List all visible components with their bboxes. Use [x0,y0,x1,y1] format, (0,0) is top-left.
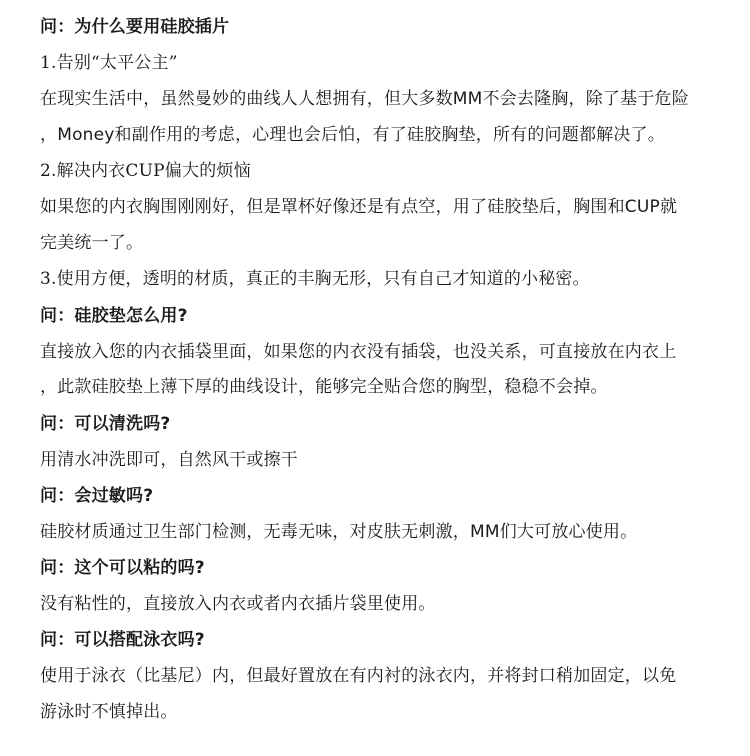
answer-line: 在现实生活中，虽然曼妙的曲线人人想拥有，但大多数MM不会去隆胸，除了基于危险 [40,89,689,109]
answer-line: 2.解决内衣CUP偏大的烦恼 [40,161,251,181]
question-heading: 问：可以搭配泳衣吗? [40,630,205,650]
answer-line: 没有粘性的，直接放入内衣或者内衣插片袋里使用。 [40,594,436,614]
question-heading: 问：可以清洗吗? [40,414,171,434]
answer-line: 用清水冲洗即可，自然风干或擦干 [40,450,298,470]
answer-line: 直接放入您的内衣插袋里面，如果您的内衣没有插袋，也没关系，可直接放在内衣上 [40,342,677,362]
question-heading: 问：这个可以粘的吗? [40,558,205,578]
question-heading: 问：为什么要用硅胶插片 [40,17,230,37]
answer-line: 3.使用方便，透明的材质，真正的丰胸无形，只有自己才知道的小秘密。 [40,269,590,289]
question-heading: 问：会过敏吗? [40,486,154,506]
question-heading: 问：硅胶垫怎么用? [40,306,188,326]
answer-line: 如果您的内衣胸围刚刚好，但是罩杯好像还是有点空，用了硅胶垫后，胸围和CUP就 [40,197,678,217]
answer-line: 硅胶材质通过卫生部门检测，无毒无味，对皮肤无刺激，MM们大可放心使用。 [40,522,638,542]
answer-line: 完美统一了。 [40,233,144,253]
answer-line: 使用于泳衣（比基尼）内，但最好置放在有内衬的泳衣内，并将封口稍加固定，以免 [40,666,677,686]
answer-line: ，Money和副作用的考虑，心理也会后怕，有了硅胶胸垫，所有的问题都解决了。 [40,125,665,145]
answer-line: 游泳时不慎掉出。 [40,702,178,722]
answer-line: ，此款硅胶垫上薄下厚的曲线设计，能够完全贴合您的胸型，稳稳不会掉。 [40,377,608,397]
answer-line: 1.告别“太平公主” [40,53,178,73]
